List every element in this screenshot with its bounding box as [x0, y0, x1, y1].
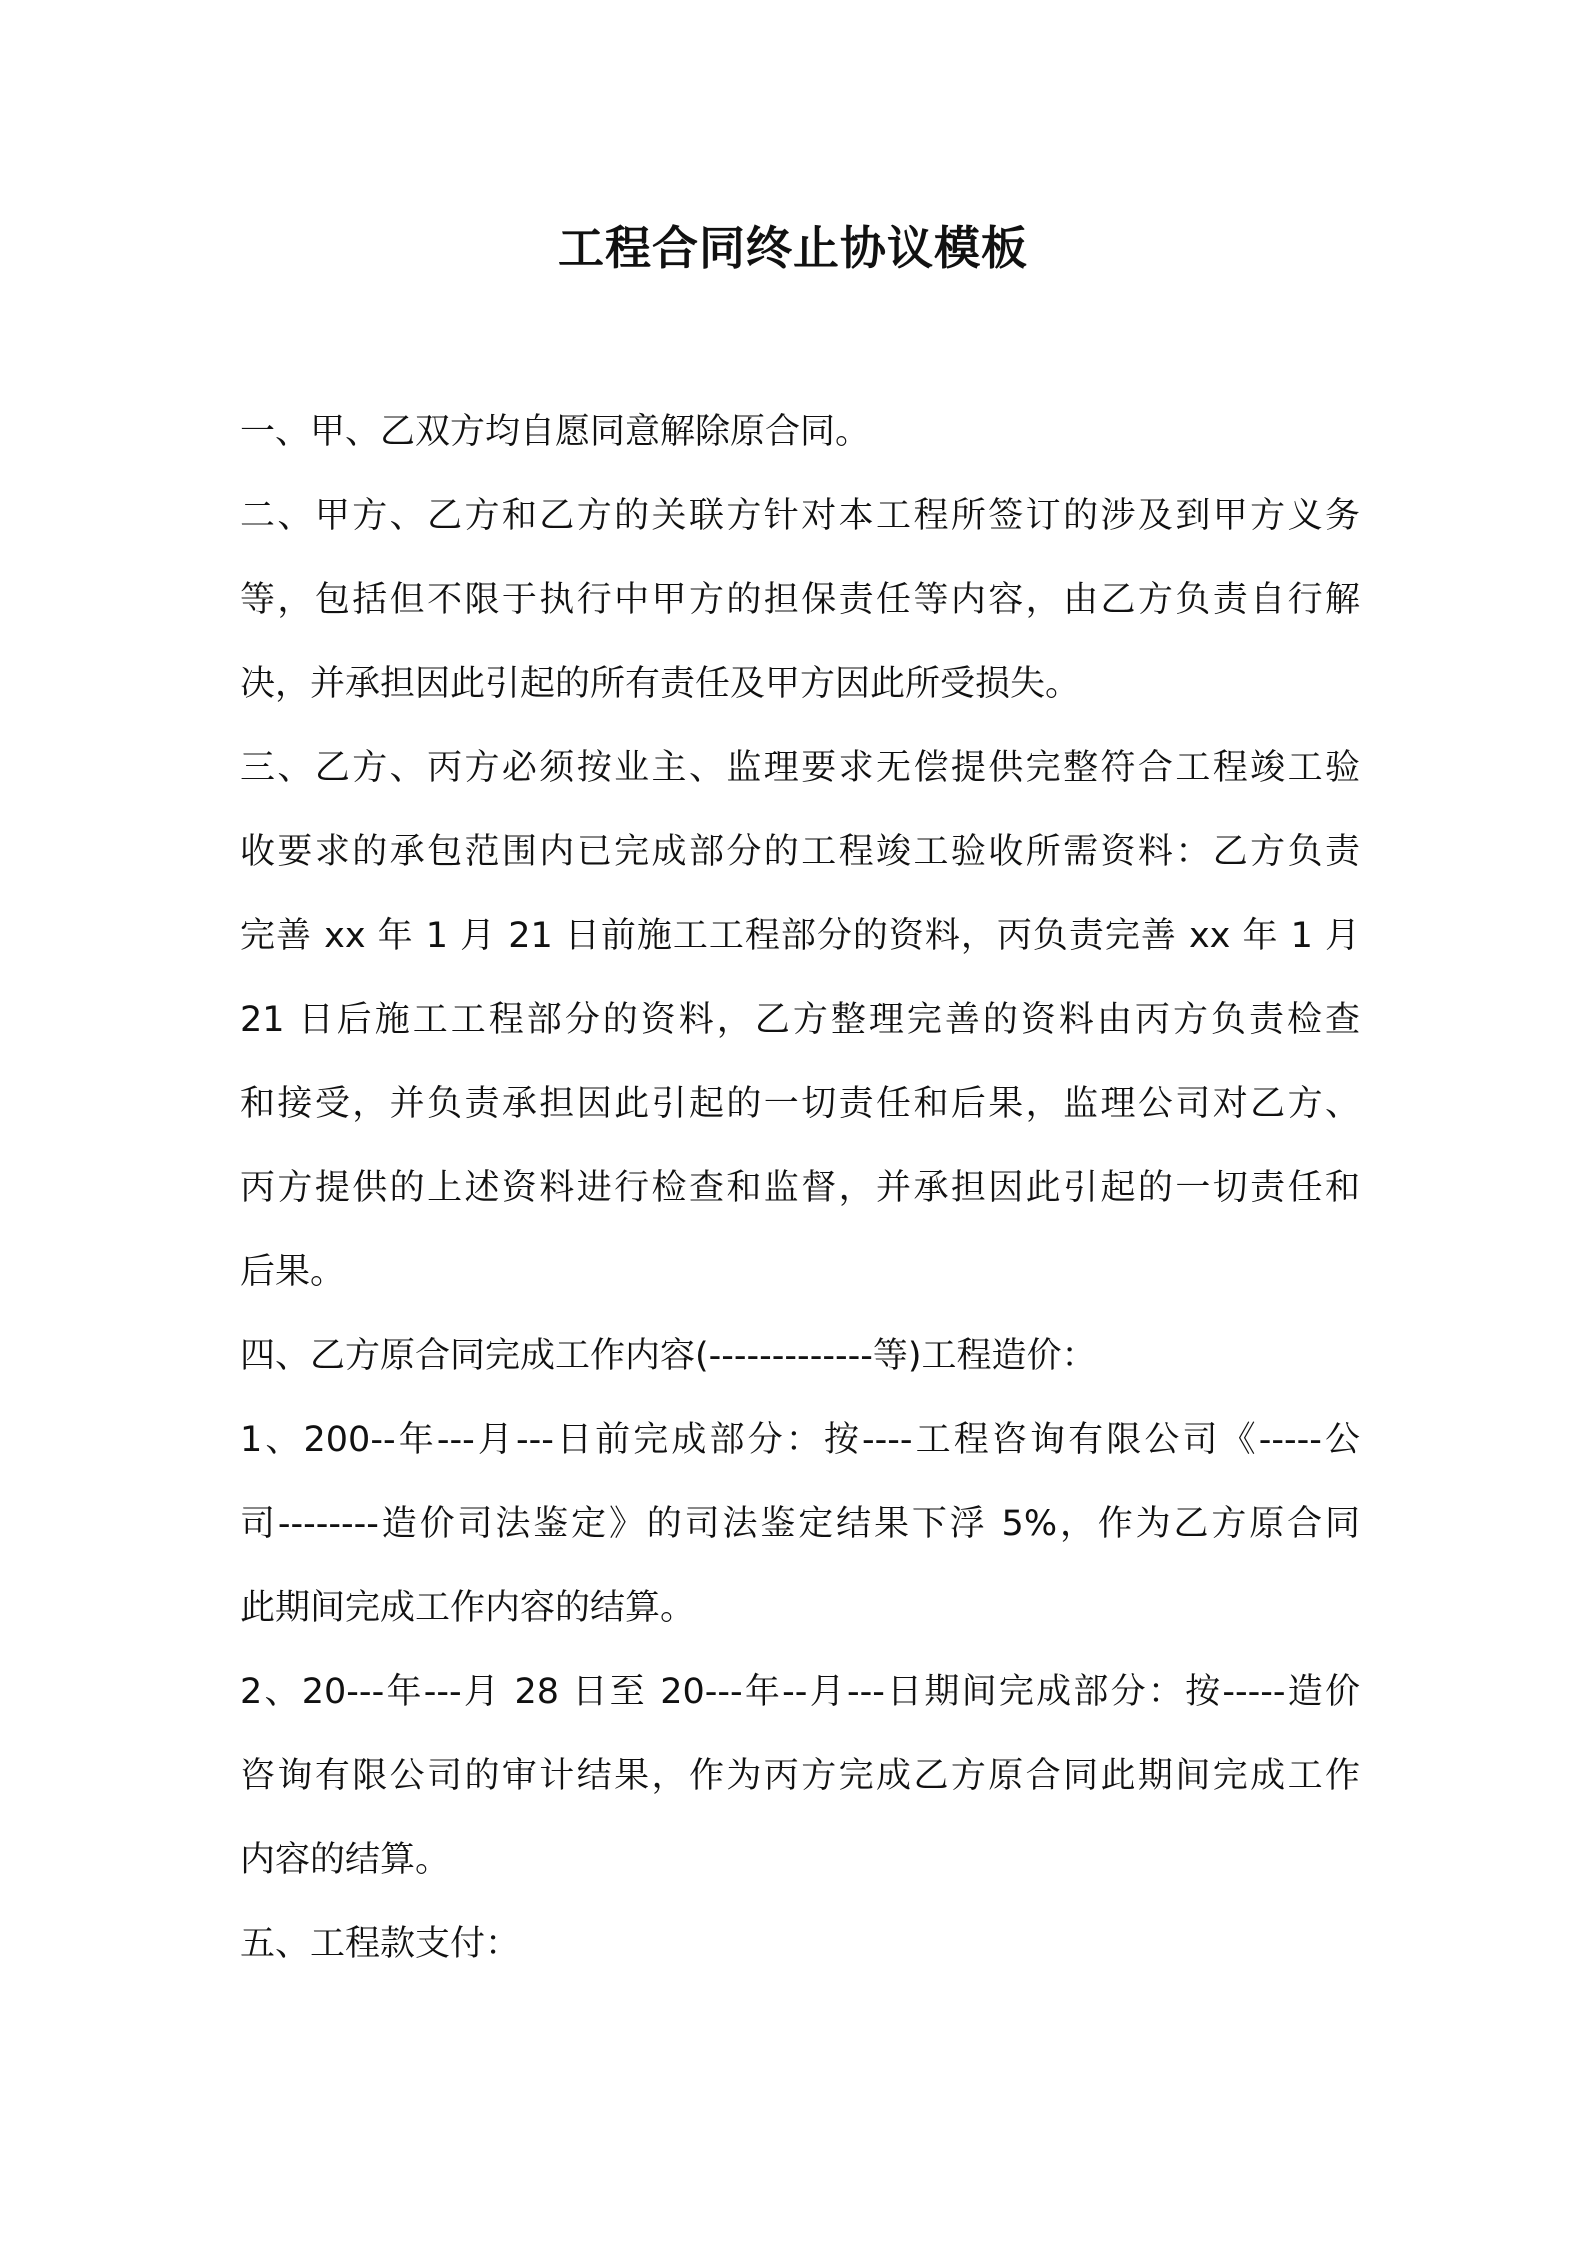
clause-3-line-5: 和接受，并负责承担因此引起的一切责任和后果，监理公司对乙方、 [240, 1084, 1360, 1124]
clause-5-heading: 五、工程款支付： [240, 1924, 521, 1964]
clause-4-heading: 四、乙方原合同完成工作内容(-------------等)工程造价： [240, 1336, 1097, 1376]
clause-3-line-3: 完善 xx 年 1 月 21 日前施工工程部分的资料，丙负责完善 xx 年 1 月 [240, 916, 1360, 956]
clause-3-line-4: 21 日后施工工程部分的资料，乙方整理完善的资料由丙方负责检查 [240, 1000, 1360, 1040]
item-1-line-3: 此期间完成工作内容的结算。 [240, 1588, 696, 1628]
clause-3-line-2: 收要求的承包范围内已完成部分的工程竣工验收所需资料：乙方负责 [240, 832, 1360, 872]
item-1-line-1: 1、200--年---月---日前完成部分：按----工程咨询有限公司《-----公 [240, 1420, 1360, 1460]
item-2-line-1: 2、20---年---月 28 日至 20---年--月---日期间完成部分：按-----造价 [240, 1672, 1360, 1712]
clause-2-line-2: 等，包括但不限于执行中甲方的担保责任等内容，由乙方负责自行解 [240, 580, 1360, 620]
document-title: 工程合同终止协议模板 [558, 221, 1028, 275]
clause-2-line-3: 决，并承担因此引起的所有责任及甲方因此所受损失。 [240, 664, 1081, 704]
item-1-line-2: 司--------造价司法鉴定》的司法鉴定结果下浮 5%，作为乙方原合同 [240, 1504, 1360, 1544]
clause-2-line-1: 二、甲方、乙方和乙方的关联方针对本工程所签订的涉及到甲方义务 [240, 496, 1360, 536]
clause-1-line-1: 一、甲、乙双方均自愿同意解除原合同。 [240, 412, 871, 452]
clause-3-line-1: 三、乙方、丙方必须按业主、监理要求无偿提供完整符合工程竣工验 [240, 748, 1360, 788]
item-2-line-2: 咨询有限公司的审计结果，作为丙方完成乙方原合同此期间完成工作 [240, 1756, 1360, 1796]
item-2-line-3: 内容的结算。 [240, 1840, 451, 1880]
clause-3-line-7: 后果。 [240, 1252, 346, 1292]
clause-3-line-6: 丙方提供的上述资料进行检查和监督，并承担因此引起的一切责任和 [240, 1168, 1360, 1208]
